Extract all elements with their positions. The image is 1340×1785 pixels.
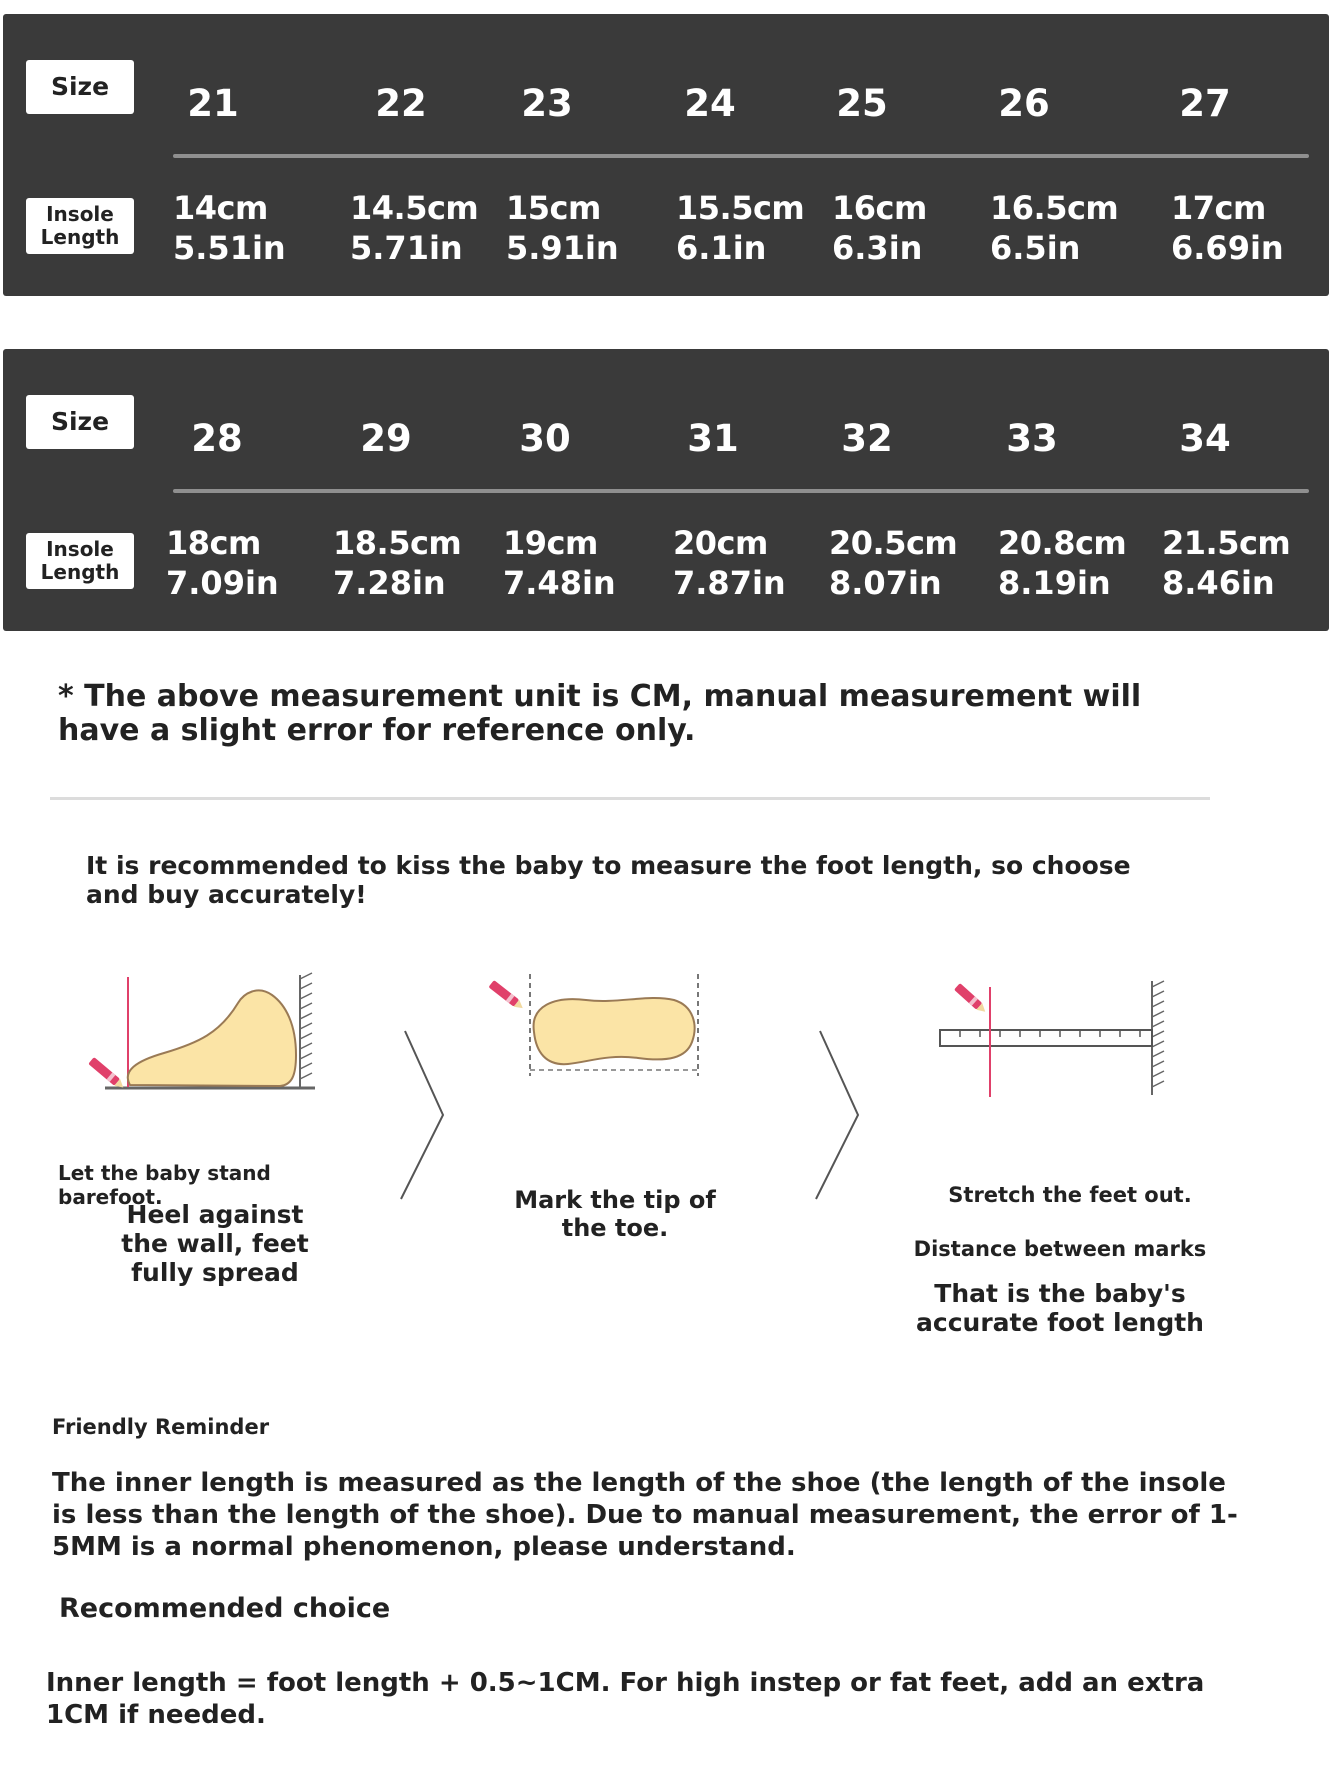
- size-value: 30: [519, 417, 571, 460]
- insole-length-cell: 19cm 7.48in: [503, 524, 616, 602]
- step3-sub: Distance between marks: [913, 1237, 1207, 1261]
- size-value: 21: [187, 82, 239, 125]
- reminder-title: Friendly Reminder: [52, 1415, 270, 1439]
- size-value: 29: [360, 417, 412, 460]
- insole-length-cell: 18.5cm 7.28in: [333, 524, 462, 602]
- table-divider: [173, 154, 1309, 158]
- size-value: 27: [1179, 82, 1231, 125]
- foot-top-illustration: [488, 970, 718, 1080]
- step1-caption: Let the baby stand barefoot.: [58, 1161, 271, 1209]
- size-table-2: [3, 349, 1329, 631]
- insole-length-cell: 15.5cm 6.1in: [676, 189, 805, 267]
- size-value: 31: [687, 417, 739, 460]
- foot-top-icon: [534, 998, 695, 1064]
- insole-length-cell: 18cm 7.09in: [166, 524, 279, 602]
- step2-detail: Mark the tip of the toe.: [514, 1186, 716, 1242]
- insole-length-cell: 14cm 5.51in: [173, 189, 286, 267]
- size-value: 32: [841, 417, 893, 460]
- foot-side-icon: [128, 990, 296, 1086]
- recommendation-text: It is recommended to kiss the baby to measure the foot length, so choose and buy accurately!: [86, 851, 1131, 909]
- size-value: 33: [1006, 417, 1058, 460]
- size-value: 26: [998, 82, 1050, 125]
- insole-length-cell: 14.5cm 5.71in: [350, 189, 479, 267]
- chevron-right-icon: [395, 1025, 455, 1205]
- table-divider: [173, 489, 1309, 493]
- size-value: 22: [375, 82, 427, 125]
- insole-length-cell: 20.8cm 8.19in: [998, 524, 1127, 602]
- insole-length-cell: 20.5cm 8.07in: [829, 524, 958, 602]
- size-value: 23: [521, 82, 573, 125]
- reminder-body: The inner length is measured as the length of the shoe (the length of the insole is less than the length of the shoe). Due to manual measurement, the error of 1-5MM is a normal phenomenon, please understand.: [52, 1468, 1238, 1562]
- insole-length-cell: 21.5cm 8.46in: [1162, 524, 1291, 602]
- size-label-badge: Size: [26, 60, 134, 114]
- size-value: 24: [684, 82, 736, 125]
- ruler-icon: [940, 1030, 1152, 1046]
- section-divider: [50, 797, 1210, 800]
- wall-icon: [300, 973, 312, 1087]
- insole-length-cell: 16.5cm 6.5in: [990, 189, 1119, 267]
- ruler-illustration: [930, 975, 1180, 1100]
- pencil-icon: [88, 1057, 126, 1091]
- insole-length-label-badge: Insole Length: [26, 533, 134, 589]
- size-value: 34: [1179, 417, 1231, 460]
- wall-icon: [1152, 981, 1164, 1095]
- step1-detail: Heel against the wall, feet fully spread: [121, 1200, 309, 1287]
- pencil-icon: [954, 983, 988, 1015]
- insole-length-cell: 15cm 5.91in: [506, 189, 619, 267]
- chevron-right-icon: [810, 1025, 870, 1205]
- foot-side-illustration: [80, 965, 330, 1105]
- recommended-choice-body: Inner length = foot length + 0.5~1CM. For high instep or fat feet, add an extra 1CM if needed.: [46, 1668, 1205, 1730]
- step3-caption: Stretch the feet out.: [948, 1183, 1192, 1207]
- insole-length-cell: 20cm 7.87in: [673, 524, 786, 602]
- size-label-badge: Size: [26, 395, 134, 449]
- insole-length-cell: 16cm 6.3in: [832, 189, 927, 267]
- step3-detail: That is the baby's accurate foot length: [916, 1279, 1204, 1337]
- size-value: 28: [191, 417, 243, 460]
- size-table-1: [3, 14, 1329, 296]
- size-value: 25: [836, 82, 888, 125]
- measurement-note: * The above measurement unit is CM, manual measurement will have a slight error for reference only.: [58, 679, 1142, 748]
- recommended-choice-title: Recommended choice: [59, 1593, 391, 1624]
- pencil-icon: [488, 980, 525, 1012]
- insole-length-label-badge: Insole Length: [26, 198, 134, 254]
- insole-length-cell: 17cm 6.69in: [1171, 189, 1284, 267]
